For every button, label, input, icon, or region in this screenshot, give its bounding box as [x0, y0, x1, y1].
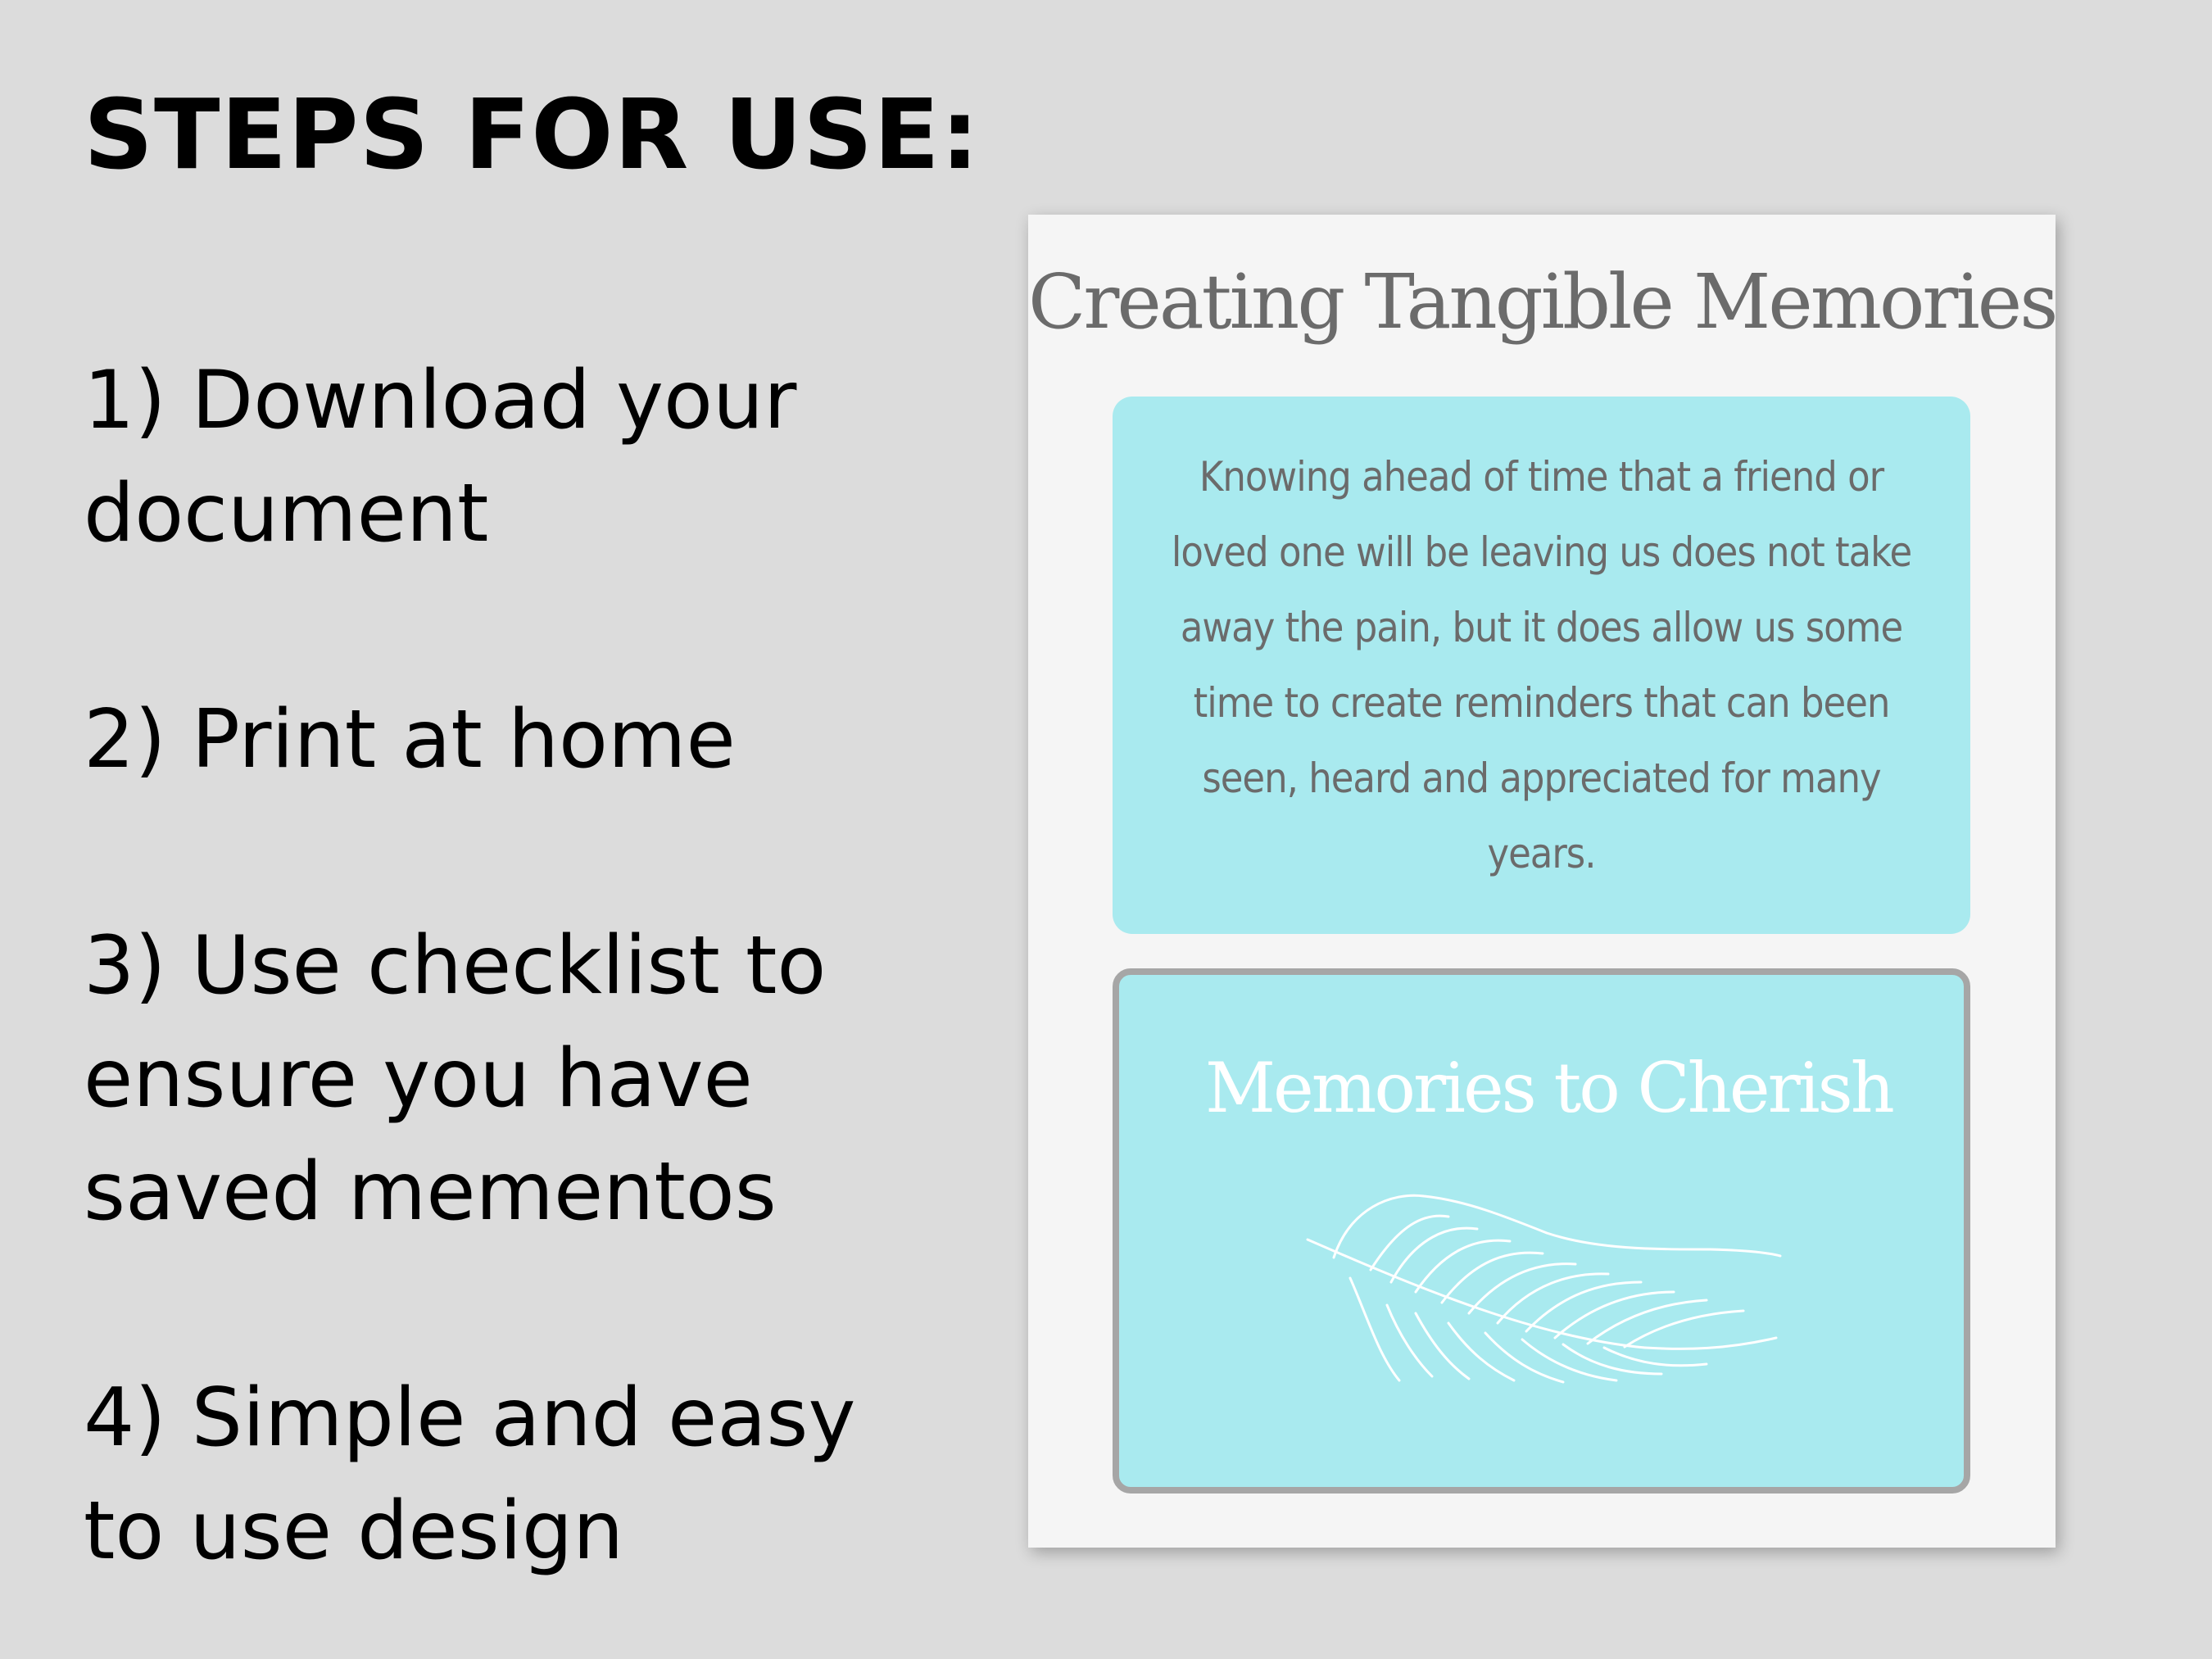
memories-card-title: Memories to Cherish: [1205, 1048, 1892, 1128]
document-title: Creating Tangible Memories: [1028, 258, 2056, 346]
quote-box: [1113, 397, 1970, 934]
quote-text: Knowing ahead of time that a friend or loved one will be leaving us does not take away the pain, but it does allow us some time to create reminders that can been seen, heard and appreciated for many years.: [1171, 453, 1912, 877]
step-2: 2) Print at home: [84, 693, 736, 786]
steps-list: [84, 344, 968, 1588]
steps-heading: STEPS FOR USE:: [84, 78, 981, 191]
step-1: 1) Download your document: [84, 354, 797, 560]
feather-icon: [1301, 1192, 1784, 1389]
step-4: 4) Simple and easy to use design: [84, 1371, 856, 1578]
document-preview: [1028, 215, 2056, 1548]
step-3: 3) Use checklist to ensure you have saved mementos: [84, 919, 827, 1239]
memories-card: [1113, 968, 1970, 1494]
